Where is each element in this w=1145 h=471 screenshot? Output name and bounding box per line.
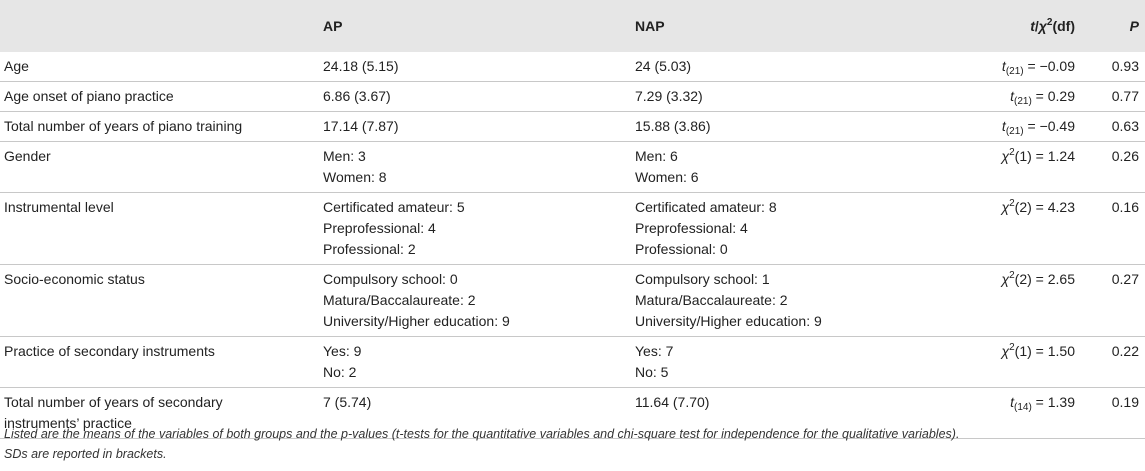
statistic-df-subscript: (21) xyxy=(1005,66,1024,77)
ap-value: No: 2 xyxy=(323,364,357,380)
row-label-line: Age onset of piano practice xyxy=(4,88,174,104)
statistic-symbol: t xyxy=(1001,118,1006,134)
header-variable xyxy=(0,0,323,52)
ap-value-cell xyxy=(323,112,635,142)
p-value: 0.19 xyxy=(1111,394,1139,410)
nap-value-cell xyxy=(635,265,896,337)
statistic-value xyxy=(896,337,1087,388)
ap-value-cell xyxy=(323,52,635,82)
nap-value: Professional: 0 xyxy=(635,241,728,257)
ap-value: Preprofessional: 4 xyxy=(323,220,436,236)
statistic-symbol: t xyxy=(1010,88,1014,104)
statistic-result: (2) = 4.23 xyxy=(1014,199,1075,215)
row-label-line: Socio-economic status xyxy=(4,271,145,287)
nap-value: 7.29 (3.32) xyxy=(635,88,703,104)
statistic-result: = −0.09 xyxy=(1023,58,1075,74)
header-statistic: $t/\chi^2(df)$ xyxy=(1030,17,1075,34)
nap-value: 11.64 (7.70) xyxy=(635,394,710,410)
statistic-value xyxy=(896,52,1087,82)
table-row xyxy=(0,142,1145,193)
ap-value: Men: 3 xyxy=(323,148,366,164)
ap-value: Compulsory school: 0 xyxy=(323,271,458,287)
statistic-value xyxy=(896,193,1087,265)
nap-value: University/Higher education: 9 xyxy=(635,313,822,329)
table-row xyxy=(0,265,1145,337)
row-label-line: Instrumental level xyxy=(4,199,114,215)
statistic-symbol: t xyxy=(1001,58,1006,74)
p-value: 0.16 xyxy=(1111,199,1139,215)
nap-value-cell xyxy=(635,82,896,112)
nap-value: Compulsory school: 1 xyxy=(635,271,770,287)
header-p: P xyxy=(1129,18,1139,34)
row-label xyxy=(0,193,323,265)
statistic-result: (1) = 1.50 xyxy=(1014,343,1075,359)
nap-value: 15.88 (3.86) xyxy=(635,118,711,134)
statistic-superscript: 2 xyxy=(1009,270,1015,281)
statistic-result: = 0.29 xyxy=(1031,88,1075,104)
row-label xyxy=(0,142,323,193)
statistic-result: = −0.49 xyxy=(1023,118,1075,134)
statistic-symbol: t xyxy=(1010,394,1014,410)
p-value: 0.93 xyxy=(1111,58,1139,74)
nap-value-cell xyxy=(635,337,896,388)
row-label xyxy=(0,82,323,112)
row-label xyxy=(0,265,323,337)
nap-value: No: 5 xyxy=(635,364,669,380)
nap-value-cell xyxy=(635,52,896,82)
nap-value: Certificated amateur: 8 xyxy=(635,199,777,215)
footnote-line-1: Listed are the means of the variables of both groups and the p-values (t-tests for the quantitative variables and chi-square test for independence for the qualitative variables). xyxy=(4,427,960,441)
row-label-line: Gender xyxy=(4,148,51,164)
table-footnote xyxy=(4,424,1134,464)
ap-value: Yes: 9 xyxy=(323,343,362,359)
nap-value: 24 (5.03) xyxy=(635,58,692,74)
table-row xyxy=(0,82,1145,112)
row-label xyxy=(0,337,323,388)
nap-value: Men: 6 xyxy=(635,148,678,164)
row-label-line: Age xyxy=(4,58,29,74)
ap-value-cell xyxy=(323,265,635,337)
p-value: 0.26 xyxy=(1111,148,1139,164)
row-label-line: Practice of secondary instruments xyxy=(4,343,215,359)
ap-value-cell xyxy=(323,337,635,388)
table-row xyxy=(0,52,1145,82)
statistic-value xyxy=(896,82,1087,112)
statistic-value xyxy=(896,142,1087,193)
ap-value: University/Higher education: 9 xyxy=(323,313,510,329)
table-header xyxy=(0,0,1145,52)
nap-value-cell xyxy=(635,193,896,265)
statistic-symbol: χ xyxy=(1001,148,1010,164)
statistic-value xyxy=(896,265,1087,337)
table-row xyxy=(0,337,1145,388)
statistic-result: = 1.39 xyxy=(1031,394,1075,410)
row-label xyxy=(0,112,323,142)
row-label-line: Total number of years of secondary xyxy=(4,394,223,410)
nap-value-cell xyxy=(635,142,896,193)
ap-value: 17.14 (7.87) xyxy=(323,118,399,134)
statistic-superscript: 2 xyxy=(1009,342,1015,353)
ap-value: 7 (5.74) xyxy=(323,394,372,410)
ap-value: 24.18 (5.15) xyxy=(323,58,399,74)
header-ap: AP xyxy=(323,18,343,34)
row-label xyxy=(0,52,323,82)
footnote-line-2: SDs are reported in brackets. xyxy=(4,447,167,461)
statistic-df-subscript: (21) xyxy=(1005,126,1024,137)
statistic-symbol: χ xyxy=(1001,271,1010,287)
ap-value-cell xyxy=(323,193,635,265)
table-row xyxy=(0,112,1145,142)
p-value: 0.63 xyxy=(1111,118,1139,134)
statistic-df-subscript: (14) xyxy=(1014,402,1032,413)
nap-value: Preprofessional: 4 xyxy=(635,220,748,236)
statistic-symbol: χ xyxy=(1001,343,1010,359)
p-value: 0.27 xyxy=(1111,271,1139,287)
statistic-result: (1) = 1.24 xyxy=(1014,148,1075,164)
p-value: 0.77 xyxy=(1111,88,1139,104)
statistic-symbol: χ xyxy=(1001,199,1010,215)
ap-value: 6.86 (3.67) xyxy=(323,88,391,104)
ap-value: Matura/Baccalaureate: 2 xyxy=(323,292,476,308)
nap-value: Yes: 7 xyxy=(635,343,674,359)
ap-value: Certificated amateur: 5 xyxy=(323,199,465,215)
ap-value-cell xyxy=(323,82,635,112)
statistic-df-subscript: (21) xyxy=(1014,96,1032,107)
ap-value-cell xyxy=(323,142,635,193)
header-nap: NAP xyxy=(635,18,665,34)
table-row xyxy=(0,193,1145,265)
row-label-line: instruments’ practice xyxy=(4,415,132,431)
ap-value: Women: 8 xyxy=(323,169,387,185)
ap-value: Professional: 2 xyxy=(323,241,416,257)
statistic-superscript: 2 xyxy=(1009,198,1015,209)
row-label-line: Total number of years of piano training xyxy=(4,118,243,134)
nap-value: Women: 6 xyxy=(635,169,699,185)
p-value: 0.22 xyxy=(1111,343,1139,359)
header-row xyxy=(0,0,1145,52)
statistic-superscript: 2 xyxy=(1009,147,1015,158)
statistic-result: (2) = 2.65 xyxy=(1014,271,1075,287)
statistic-value xyxy=(896,112,1087,142)
nap-value: Matura/Baccalaureate: 2 xyxy=(635,292,788,308)
nap-value-cell xyxy=(635,112,896,142)
table-body xyxy=(0,52,1145,439)
